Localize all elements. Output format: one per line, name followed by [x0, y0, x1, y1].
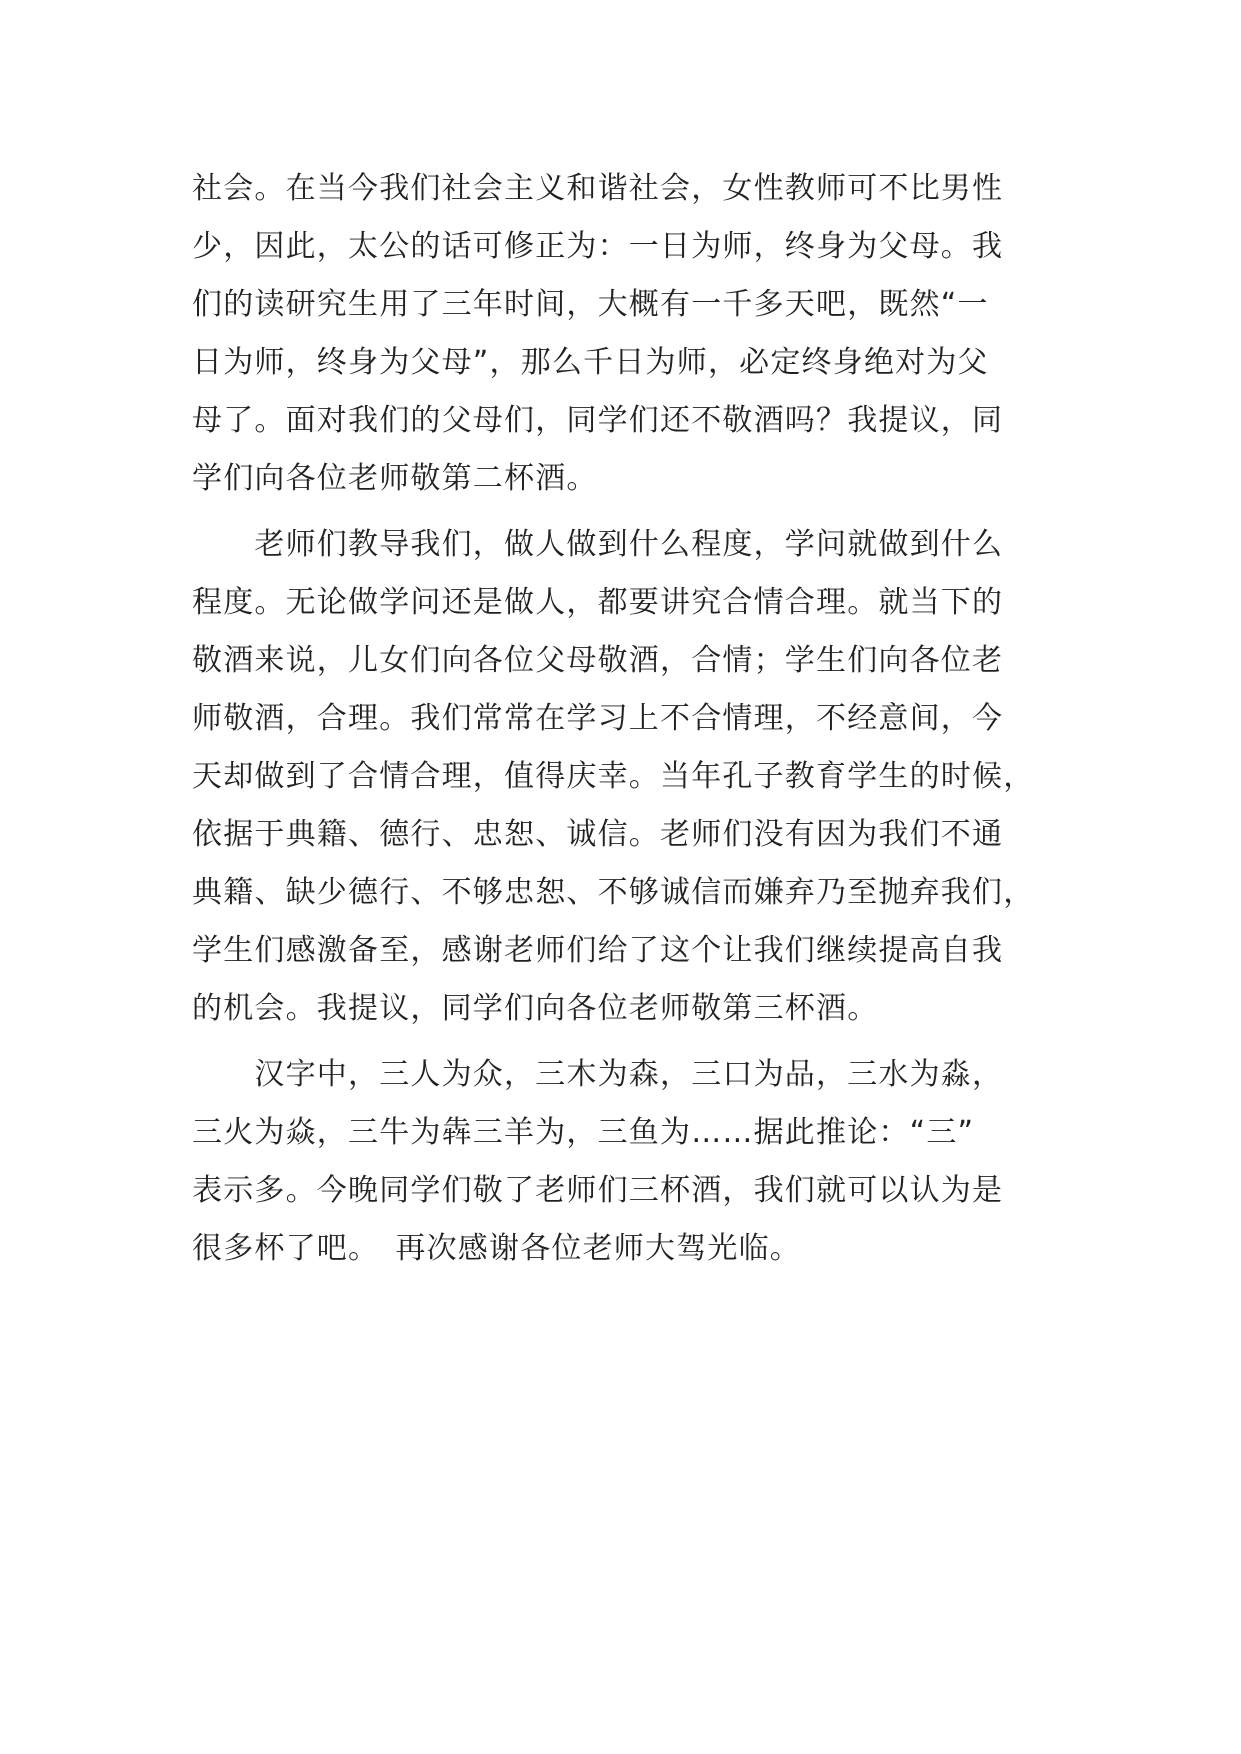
text-line: 敬酒来说，儿女们向各位父母敬酒，合情；学生们向各位老 [192, 643, 1004, 678]
text-line: 依据于典籍、德行、忠恕、诚信。老师们没有因为我们不通 [192, 817, 1004, 852]
text-line: 日为师，终身为父母”，那么千日为师，必定终身绝对为父 [192, 345, 989, 380]
text-line: 师敬酒，合理。我们常常在学习上不合情理，不经意间，今 [192, 701, 1004, 736]
text-line: 学们向各位老师敬第二杯酒。 [192, 461, 598, 496]
text-line: 母了。面对我们的父母们，同学们还不敬酒吗？我提议，同 [192, 403, 1004, 438]
text-line: 学生们感激备至，感谢老师们给了这个让我们继续提高自我 [192, 933, 1004, 968]
text-line: 表示多。今晚同学们敬了老师们三杯酒，我们就可以认为是 [192, 1173, 1004, 1208]
paragraph-spacing [192, 1038, 1052, 1046]
text-line: 很多杯了吧。 再次感谢各位老师大驾光临。 [192, 1231, 801, 1266]
text-line: 汉字中，三人为众，三木为森，三口为品，三水为淼， [192, 1057, 1004, 1092]
text-line: 老师们教导我们，做人做到什么程度，学问就做到什么 [192, 527, 1004, 562]
paragraph-toast-second-cup [192, 160, 1052, 508]
text-line: 少，因此，太公的话可修正为：一日为师，终身为父母。我 [192, 229, 1004, 264]
text-line: 社会。在当今我们社会主义和谐社会，女性教师可不比男性 [192, 171, 1004, 206]
document-body [192, 160, 1052, 1278]
text-line: 三火为焱，三牛为犇三羊为，三鱼为……据此推论：“三” [192, 1115, 975, 1150]
text-line: 天却做到了合情合理，值得庆幸。当年孔子教育学生的时候， [192, 759, 1035, 794]
text-line: 的机会。我提议，同学们向各位老师敬第三杯酒。 [192, 991, 879, 1026]
text-line: 典籍、缺少德行、不够忠恕、不够诚信而嫌弃乃至抛弃我们， [192, 875, 1035, 910]
paragraph-spacing [192, 508, 1052, 516]
text-line: 程度。无论做学问还是做人，都要讲究合情合理。就当下的 [192, 585, 1004, 620]
paragraph-closing-thanks [192, 1046, 1052, 1278]
paragraph-toast-third-cup [192, 516, 1052, 1038]
text-line: 们的读研究生用了三年时间，大概有一千多天吧，既然“一 [192, 287, 989, 322]
